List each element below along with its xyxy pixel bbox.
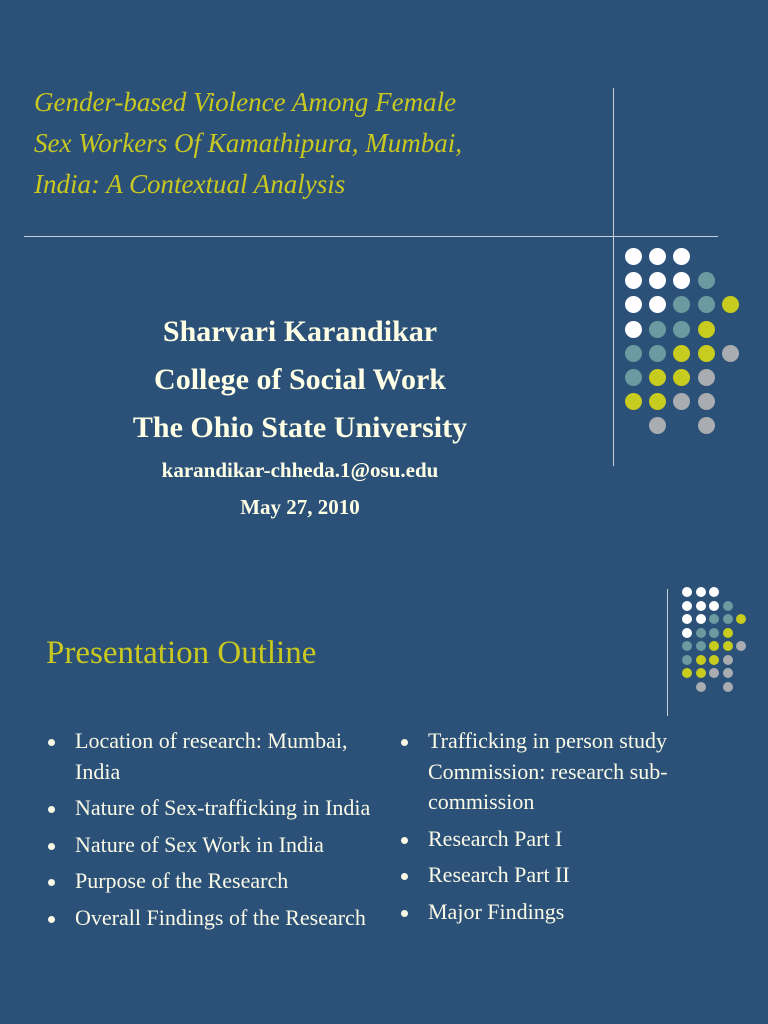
dot [682, 641, 692, 651]
dot [649, 369, 666, 386]
dot [709, 641, 719, 651]
bullet-icon [48, 916, 55, 923]
dot [673, 369, 690, 386]
bullet-icon [401, 837, 408, 844]
dot [625, 272, 642, 289]
bullet-icon [401, 910, 408, 917]
dot [723, 628, 733, 638]
bullet-icon [48, 806, 55, 813]
dot [709, 601, 719, 611]
dot [625, 393, 642, 410]
outline-list-left [46, 726, 386, 939]
dot [723, 614, 733, 624]
vertical-divider [613, 88, 614, 466]
outline-title: Presentation Outline [46, 635, 317, 671]
title-line-3: India: A Contextual Analysis [34, 169, 346, 199]
dot [649, 248, 666, 265]
dot [696, 628, 706, 638]
bullet-icon [48, 879, 55, 886]
dot [698, 393, 715, 410]
dot [625, 296, 642, 313]
outline-item: Location of research: Mumbai, India [46, 726, 386, 787]
dot [696, 655, 706, 665]
dot [673, 321, 690, 338]
title-line-1: Gender-based Violence Among Female [34, 87, 457, 117]
dot [722, 345, 739, 362]
dot [625, 369, 642, 386]
dot [682, 655, 692, 665]
bullet-icon [401, 873, 408, 880]
dot [698, 272, 715, 289]
outline-item: Trafficking in person study Commission: research sub-commission [399, 726, 729, 818]
outline-item: Major Findings [399, 897, 729, 928]
outline-list-right [399, 726, 729, 933]
dot [696, 601, 706, 611]
author-email: karandikar-chheda.1@osu.edu [161, 458, 439, 482]
dot [625, 345, 642, 362]
dot [649, 393, 666, 410]
dot [682, 628, 692, 638]
bullet-icon [48, 739, 55, 746]
dot [649, 417, 666, 434]
dot [698, 417, 715, 434]
dot [649, 345, 666, 362]
title-line-2: Sex Workers Of Kamathipura, Mumbai, [34, 128, 462, 158]
dot [682, 601, 692, 611]
horizontal-divider [24, 236, 718, 237]
dot [682, 668, 692, 678]
vertical-divider [667, 589, 668, 716]
dot [625, 321, 642, 338]
dot [698, 296, 715, 313]
dot [673, 296, 690, 313]
dot [698, 321, 715, 338]
university-name: The Ohio State University [132, 411, 468, 444]
outline-item: Research Part II [399, 860, 729, 891]
dot [709, 614, 719, 624]
bullet-icon [401, 739, 408, 746]
dot [673, 248, 690, 265]
dot [673, 272, 690, 289]
outline-item: Overall Findings of the Research [46, 903, 386, 934]
dot [682, 587, 692, 597]
dot [709, 628, 719, 638]
dot [723, 601, 733, 611]
dot [736, 614, 746, 624]
dot [673, 345, 690, 362]
dot [722, 296, 739, 313]
dot [673, 393, 690, 410]
dot [649, 296, 666, 313]
dot [723, 641, 733, 651]
dot [649, 272, 666, 289]
dot [723, 668, 733, 678]
outline-item: Purpose of the Research [46, 866, 386, 897]
dot [709, 587, 719, 597]
dot [723, 655, 733, 665]
dot [698, 345, 715, 362]
dot [649, 321, 666, 338]
dot [682, 614, 692, 624]
presentation-date: May 27, 2010 [240, 495, 360, 519]
author-name: Sharvari Karandikar [162, 315, 438, 348]
outline-item: Nature of Sex-trafficking in India [46, 793, 386, 824]
dot [723, 682, 733, 692]
bullet-icon [48, 843, 55, 850]
outline-item: Nature of Sex Work in India [46, 830, 386, 861]
dot [736, 641, 746, 651]
dot [696, 641, 706, 651]
author-block [0, 308, 600, 526]
dot [696, 587, 706, 597]
college-name: College of Social Work [154, 363, 446, 396]
outline-item: Research Part I [399, 824, 729, 855]
dot [696, 614, 706, 624]
dot [698, 369, 715, 386]
dot [709, 668, 719, 678]
outline-slide [0, 565, 768, 1024]
presentation-title [34, 82, 604, 205]
dot [696, 668, 706, 678]
dot [696, 682, 706, 692]
dot [625, 248, 642, 265]
dot [709, 655, 719, 665]
